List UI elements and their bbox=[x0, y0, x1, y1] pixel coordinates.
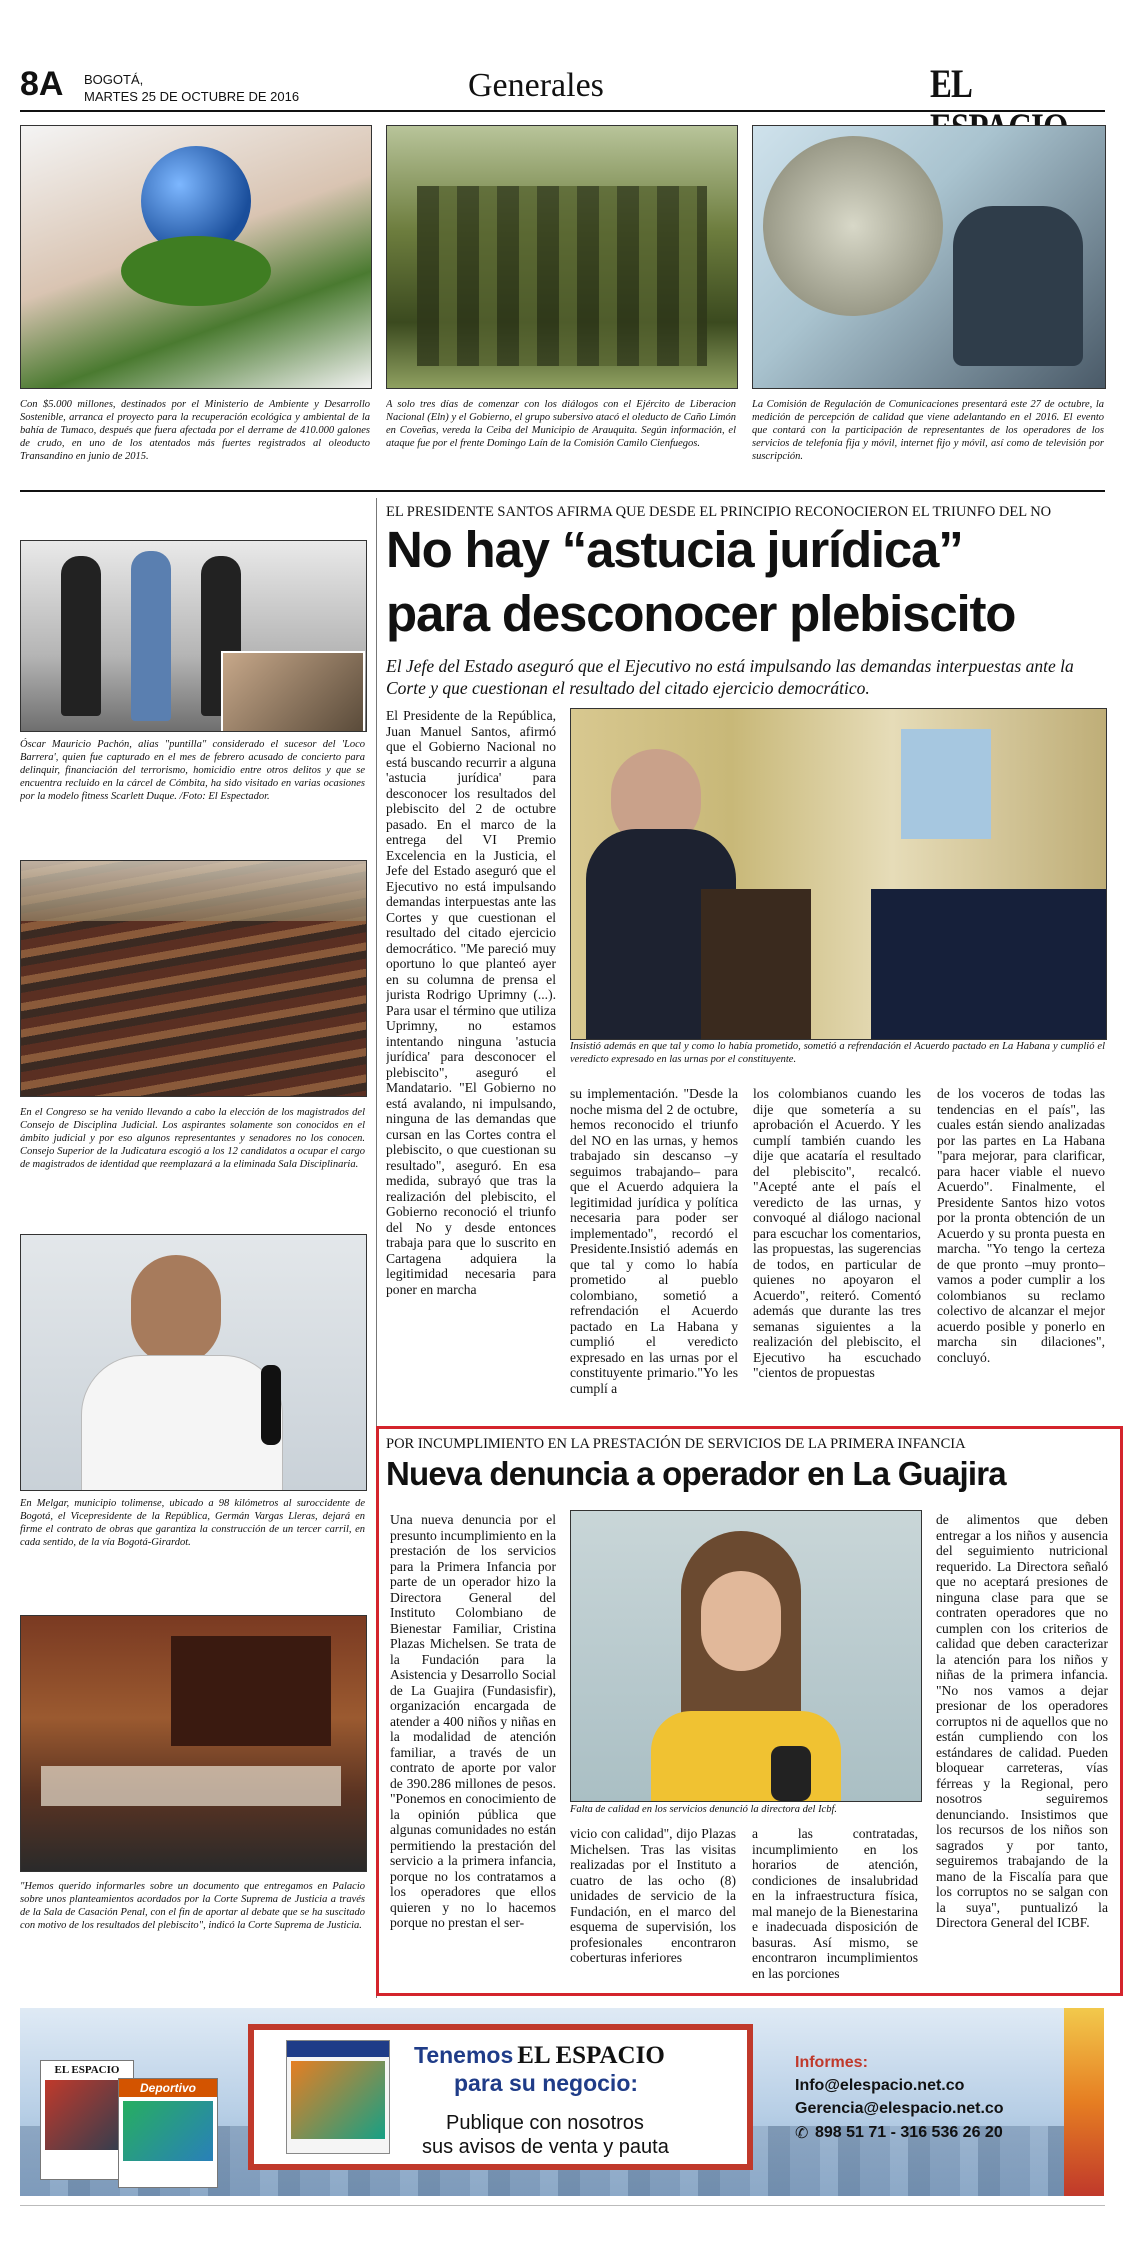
main-kicker: EL PRESIDENTE SANTOS AFIRMA QUE DESDE EL PRINCIPIO RECONOCIERON EL TRIUNFO DEL NO bbox=[386, 504, 1052, 520]
main-headline-line2: para desconocer plebiscito bbox=[386, 585, 1016, 642]
ad-brand: EL ESPACIO bbox=[517, 2042, 665, 2069]
section-title: Generales bbox=[468, 67, 604, 104]
ad-publique: Publique con nosotros bbox=[446, 2112, 644, 2134]
phone-icon: ✆ bbox=[795, 2123, 809, 2142]
sidebar-caption-court: "Hemos querido informarles sobre un documento que entregamos en Palacio sobre unos planteamientos acordados por la Corte Suprema de Justicia a través de la Sala de Casación Penal, con el fin de aportar al debate que se ha suscitado con motivo de los resultados del plebiscito", indicó la Corte Suprema de Justicia. bbox=[20, 1881, 365, 1931]
main-column-4: de los voceros de todas las tendencias en el país", las cuales están siendo analizadas por las partes en La Habana "para mejorar, para clarificar, para hacer viable el nuevo Acuerdo". Finalmente, el Presidente Santos hizo votos por la pronta obtención de un Acuerdo y su pronta puesta en marcha. "Yo tengo la certeza de que pronto –muy pronto– vamos a poder cumplir a los colombianos su reclamo colectivo de alcanzar el mejor acuerdo posible y ponerlo en marcha sin dilaciones", concluyó. bbox=[937, 1086, 1105, 1365]
dateline-date: MARTES 25 DE OCTUBRE DE 2016 bbox=[84, 89, 300, 104]
photo-court bbox=[20, 1615, 367, 1872]
main-column-3: los colombianos cuando les dije que sometería a su aprobación el Acuerdo. Y les cumplí también cuando les dije que acataría el resultado del plebiscito", recalcó. "Acepté ante el país el veredicto de las urnas, y convoqué al diálogo nacional para escuchar los comentarios, las propuestas, las sugerencias de todos, en particular de quienes no apoyaron el Acuerdo", reiteró. Comentó además que durante las tres semanas siguientes a la realización del plebiscito, el Ejecutivo ha escuchado "cientos de propuestas bbox=[753, 1086, 921, 1380]
main-column-1: El Presidente de la República, Juan Manuel Santos, afirmó que el Gobierno Nacional no está buscando recurrir a alguna 'astucia jurídica' para desconocer los resultados del plebiscito del 2 de octubre pasado. En el marco de la entrega del VI Premio Excelencia en la Justicia, el Jefe del Estado aseguró que el Ejecutivo no está impulsando demandas interpuestas ante las Cortes y que cuestionan el resultado del citado ejercicio democrático. "Me pareció muy oportuno lo que planteó ayer en su columna de prensa el jurista Rodrigo Uprimny (...). Para usar el término que utiliza Uprimny, no estamos intentando ninguna 'astucia jurídica' para desconocer el plebiscito", aseguró el Mandatario. "El Gobierno no está avalando, ni impulsando, ninguna de las demandas que cursan en las Cortes contra el plebiscito, o que cuestionan su resultado", aseguró. En esa medida, subrayó que tras la realización del plebiscito, el Gobierno reconoció el triunfo del No y desde entonces trabaja para que lo suscrito en Cartagena adquiera la legitimidad necesaria para poner en marcha bbox=[386, 708, 556, 1297]
boxed-column-1: Una nueva denuncia por el presunto incumplimiento en la prestación de los servicios para la Primera Infancia por parte de un operador hizo la Directora General del Instituto Colombiano de Bienestar Familiar, Cristina Plazas Michelsen. Se trata de la Fundación para la Asistencia y Desarrollo Social de La Guajira (Fundasisfir), organización encargada de atender a 400 niños y niñas en la modalidad de atención familiar, a través de un contrato de aporte por valor de 390.286 millones de pesos. "Ponemos en conocimiento de la opinión pública que algunas comunidades no están permitiendo la prestación del servicio a la primera infancia, porque no los contratamos a los operadores que ellos quieren y no lo hacemos porque no prestan el ser- bbox=[390, 1512, 556, 1930]
sidebar-caption-melgar: En Melgar, municipio tolimense, ubicado a 98 kilómetros al suroccidente de Bogotá, el Vicepresidente de la República, Germán Vargas Lleras, dejará en firme el contrato de obras que garantiza la construcción de un tercer carril, en cada sentido, de la vía Bogotá-Girardot. bbox=[20, 1498, 365, 1548]
header-rule bbox=[20, 110, 1105, 112]
photo-caption-tumaco: Con $5.000 millones, destinados por el Ministerio de Ambiente y Desarrollo Sostenible, arranca el proyecto para la recuperación ecológica y ambiental de la bahía de Tumaco, después que fuera afectada por el derrame de 410.000 galones de crudo, en uno de los atentados más fuertes registrados al oleoducto Transandino en junio de 2015. bbox=[20, 399, 370, 462]
photo-cristina-plazas bbox=[570, 1510, 922, 1802]
masthead-logo: EL bbox=[930, 61, 971, 106]
ad-main-box bbox=[248, 2024, 753, 2170]
ad-tagline-tenemos: Tenemos bbox=[414, 2042, 514, 2068]
ad-email-info[interactable]: Info@elespacio.net.co bbox=[795, 2077, 965, 2094]
photo-congress bbox=[20, 860, 367, 1097]
photo-caption-crc: La Comisión de Regulación de Comunicaciones presentará este 27 de octubre, la medición de percepción de calidad que viene adelantando en el 2016. El evento que contará con la participación de representantes de los operadores de los servicios de telefonía fija y móvil, internet fijo y móvil, así como de televisión por suscripción. bbox=[752, 399, 1104, 462]
boxed-column-2: vicio con calidad", dijo Plazas Michelsen. Tras las visitas realizadas por el Instituto a cuatro de las ocho (8) unidades de servicio de la Fundación, en el marco del esquema de supervisión, los profesionales encontraron coberturas inferiores bbox=[570, 1826, 736, 1965]
main-column-2: su implementación. "Desde la noche misma del 2 de octubre, hemos reconocido el triunfo del NO en las urnas, y hemos trabajado sin descanso –y seguimos trabajando– para que el Acuerdo adquiera la legitimidad jurídica y política necesaria para poder ser implementado", recordó el Presidente.Insistió además en que tal y como lo había prometido al pueblo colombiano, sometió a refrendación el Acuerdo pactado en La Habana y cumplió el veredicto expresado en las urnas por el constituyente primario."Yo les cumplí a bbox=[570, 1086, 738, 1396]
sidebar-caption-congress: En el Congreso se ha venido llevando a cabo la elección de los magistrados del Consejo de Disciplina Judicial. Los aspirantes solamente son conocidos en el ámbito judicial y por eso algunos representantes y senadores no los conocen. Consejo Superior de la Judicatura escogió a los 12 candidatos a ocupar el cargo de magistrados de identidad que reemplazará a la eliminada Sala Disciplinaria. bbox=[20, 1107, 365, 1170]
photo-antenna bbox=[752, 125, 1106, 389]
photo-soldiers bbox=[386, 125, 738, 389]
dateline-city: BOGOTÁ, bbox=[84, 72, 144, 87]
page-number: 8A bbox=[20, 65, 64, 103]
photo-hands-globe bbox=[20, 125, 372, 389]
boxed-column-3: a las contratadas, incumplimiento en los horarios de atención, condiciones de insalubridad en la infraestructura física, mal manejo de la Bienestarina e inadecuada disposición de basuras. Así mismo, se encontraron incumplimientos en las porciones bbox=[752, 1826, 918, 1981]
photo-capture bbox=[20, 540, 367, 732]
ad-email-gerencia[interactable]: Gerencia@elespacio.net.co bbox=[795, 2100, 1004, 2117]
santos-photo-caption: Insistió además en que tal y como lo había prometido, sometió a refrendación el Acuerdo pactado en La Habana y cumplió el veredicto expresado en las urnas por el constituyente. bbox=[570, 1041, 1105, 1065]
ad-avisos: sus avisos de venta y pauta bbox=[422, 2136, 669, 2158]
boxed-column-4: de alimentos que deben entregar a los niños y ausencia del seguimiento nutricional requerido. La Directora señaló que no aceptará presiones de ninguna clase para que se contraten operadores que no cumplen con los criterios de calidad que deben caracterizar la atención para los niños y niñas de la primera infancia. "No nos vamos a dejar presionar de los operadores corruptos ni de aquellos que no están cumpliendo con los estándares de calidad. Pueden bloquear carreteras, vías férreas y la Regional, pero nosotros seguiremos denunciando. Insistimos que los recursos de los niños son sagrados y por tanto, seguiremos trabajando de la mano de la Fiscalía para que los corruptos no se salgan con la suya", puntualizó la Directora General del ICBF. bbox=[936, 1512, 1108, 1930]
mini-paper-masthead: EL ESPACIO bbox=[54, 2064, 120, 2076]
main-subhead: El Jefe del Estado aseguró que el Ejecutivo no está impulsando las demandas interpuestas ante la Corte y que cuestionan el resultado del citado ejercicio democrático. bbox=[386, 656, 1074, 698]
plazas-photo-caption: Falta de calidad en los servicios denunció la directora del Icbf. bbox=[570, 1804, 838, 1815]
section-divider bbox=[20, 490, 1105, 492]
boxed-kicker: POR INCUMPLIMIENTO EN LA PRESTACIÓN DE SERVICIOS DE LA PRIMERA INFANCIA bbox=[386, 1436, 966, 1452]
mini-paper-deportivo: Deportivo bbox=[119, 2079, 217, 2097]
ad-tagline-negocio: para su negocio: bbox=[454, 2070, 639, 2096]
photo-santos bbox=[570, 708, 1107, 1040]
footer-rule bbox=[20, 2205, 1105, 2206]
sidebar-caption-puntilla: Óscar Mauricio Pachón, alias "puntilla" considerado el sucesor del 'Loco Barrera', quien fue capturado en el mes de febrero acusado de concierto para delinquir, financiación del terrorismo, homicidio entre otros delitos y que se encuentra recluido en la cárcel de Cómbita, ha sido visitado en varias ocasiones por la modelo fitness Scarlett Duque. /Foto: El Espectador. bbox=[20, 739, 365, 802]
ad-phone: 898 51 71 - 316 536 26 20 bbox=[815, 2124, 1003, 2141]
ad-info-label: Informes: bbox=[795, 2054, 868, 2071]
boxed-headline: Nueva denuncia a operador en La Guajira bbox=[386, 1455, 1006, 1492]
main-headline-line1: No hay “astucia jurídica” bbox=[386, 521, 963, 578]
ad-mini-papers bbox=[40, 2060, 220, 2188]
ad-box-paper bbox=[286, 2040, 390, 2154]
photo-caption-eln: A solo tres días de comenzar con los diálogos con el Ejército de Liberacion Nacional (Eln) y el Gobierno, el grupo subersivo atacó el oleducto de Caño Limón en Coveñas, vereda la Ceiba del Municipio de Arauquita. Según información, el ataque fue por el frente Domingo Laín de la Comisión Camilo Cienfuegos. bbox=[386, 399, 736, 449]
photo-vice-president bbox=[20, 1234, 367, 1491]
